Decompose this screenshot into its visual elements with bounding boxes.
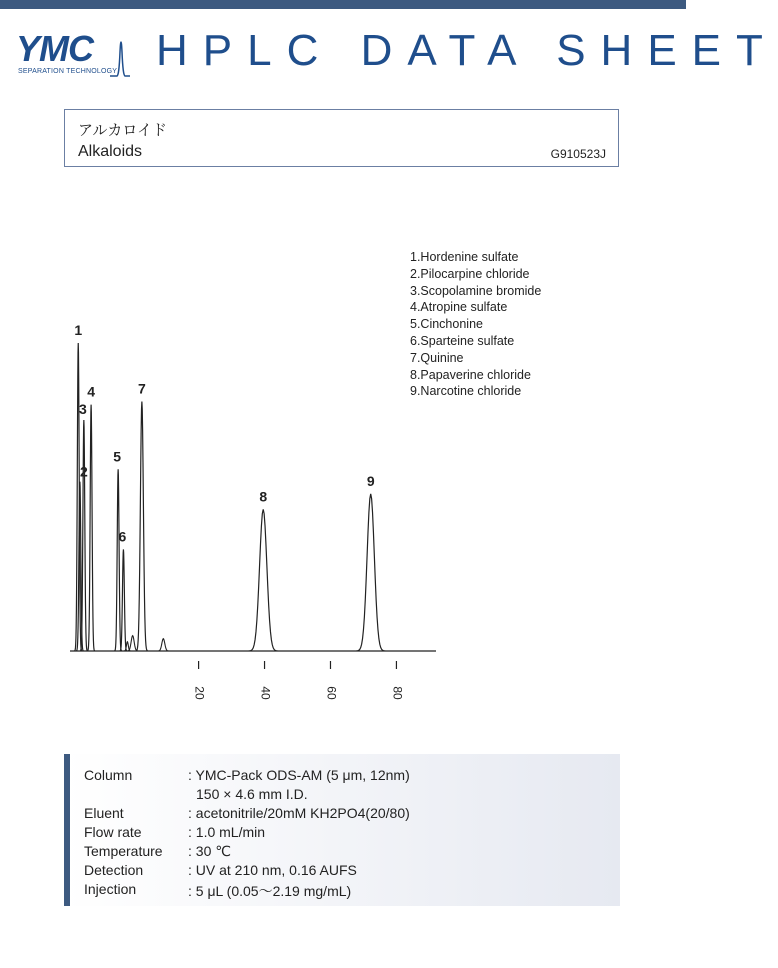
peak-label: 6 xyxy=(118,528,127,545)
title-box xyxy=(64,109,619,167)
x-tick-label: 80 xyxy=(390,686,405,700)
condition-label: Eluent xyxy=(84,805,124,821)
legend-item: 2.Pilocarpine chloride xyxy=(410,266,530,281)
peak-6 xyxy=(120,549,127,651)
peak-7 xyxy=(136,402,148,651)
peak-label: 4 xyxy=(87,383,96,400)
peak-9 xyxy=(356,494,385,651)
legend-item: 7.Quinine xyxy=(410,350,464,365)
legend-item: 6.Sparteine sulfate xyxy=(410,333,515,348)
x-tick-label: 60 xyxy=(324,686,339,700)
x-tick-label: 40 xyxy=(258,686,273,700)
condition-value: : UV at 210 nm, 0.16 AUFS xyxy=(188,862,357,878)
title-english: Alkaloids xyxy=(78,143,143,160)
title-japanese: アルカロイド xyxy=(78,122,167,139)
peak-label: 8 xyxy=(259,488,268,505)
peak-4 xyxy=(87,405,94,651)
peak-8 xyxy=(249,509,278,651)
minor-peak xyxy=(157,639,169,651)
condition-value: : YMC-Pack ODS-AM (5 μm, 12nm) xyxy=(188,767,410,783)
peak-5 xyxy=(114,469,121,651)
peak-label: 7 xyxy=(137,380,146,397)
logo-subtitle: SEPARATION TECHNOLOGY xyxy=(18,68,118,75)
condition-value: 150 × 4.6 mm I.D. xyxy=(196,786,308,802)
legend-item: 4.Atropine sulfate xyxy=(410,300,508,315)
condition-label: Detection xyxy=(84,862,144,878)
conditions-accent-bar xyxy=(64,754,70,906)
condition-label: Column xyxy=(84,767,133,783)
legend-item: 1.Hordenine sulfate xyxy=(410,250,519,264)
condition-value: : 1.0 mL/min xyxy=(188,824,266,840)
company-logo xyxy=(16,30,132,82)
peak-label: 5 xyxy=(113,448,122,465)
top-bar xyxy=(0,0,686,9)
legend-item: 9.Narcotine chloride xyxy=(410,384,522,399)
condition-value: : 5 μL (0.05～2.19 mg/mL) xyxy=(188,883,352,899)
peak-label: 1 xyxy=(74,322,83,338)
condition-label: Temperature xyxy=(84,843,163,859)
legend-item: 3.Scopolamine bromide xyxy=(410,283,542,298)
condition-value: : acetonitrile/20mM KH2PO4(20/80) xyxy=(188,805,410,821)
sheet-title: HPLC DATA SHEET xyxy=(156,26,778,75)
peak-label: 2 xyxy=(79,463,88,480)
condition-label: Flow rate xyxy=(84,824,142,840)
condition-label: Injection xyxy=(84,881,137,897)
logo-peak-icon xyxy=(110,32,130,78)
peak-label: 9 xyxy=(366,472,375,489)
legend-item: 8.Papaverine chloride xyxy=(410,367,531,382)
conditions-panel xyxy=(64,754,620,906)
logo-text: YMC xyxy=(16,28,93,69)
x-tick-label: 20 xyxy=(192,686,207,700)
document-code: G910523J xyxy=(550,147,606,161)
peak-label: 3 xyxy=(78,401,87,417)
condition-value: : 30 ℃ xyxy=(188,843,231,859)
chromatogram-chart xyxy=(0,300,686,730)
legend-item: 5.Cinchonine xyxy=(410,317,483,332)
